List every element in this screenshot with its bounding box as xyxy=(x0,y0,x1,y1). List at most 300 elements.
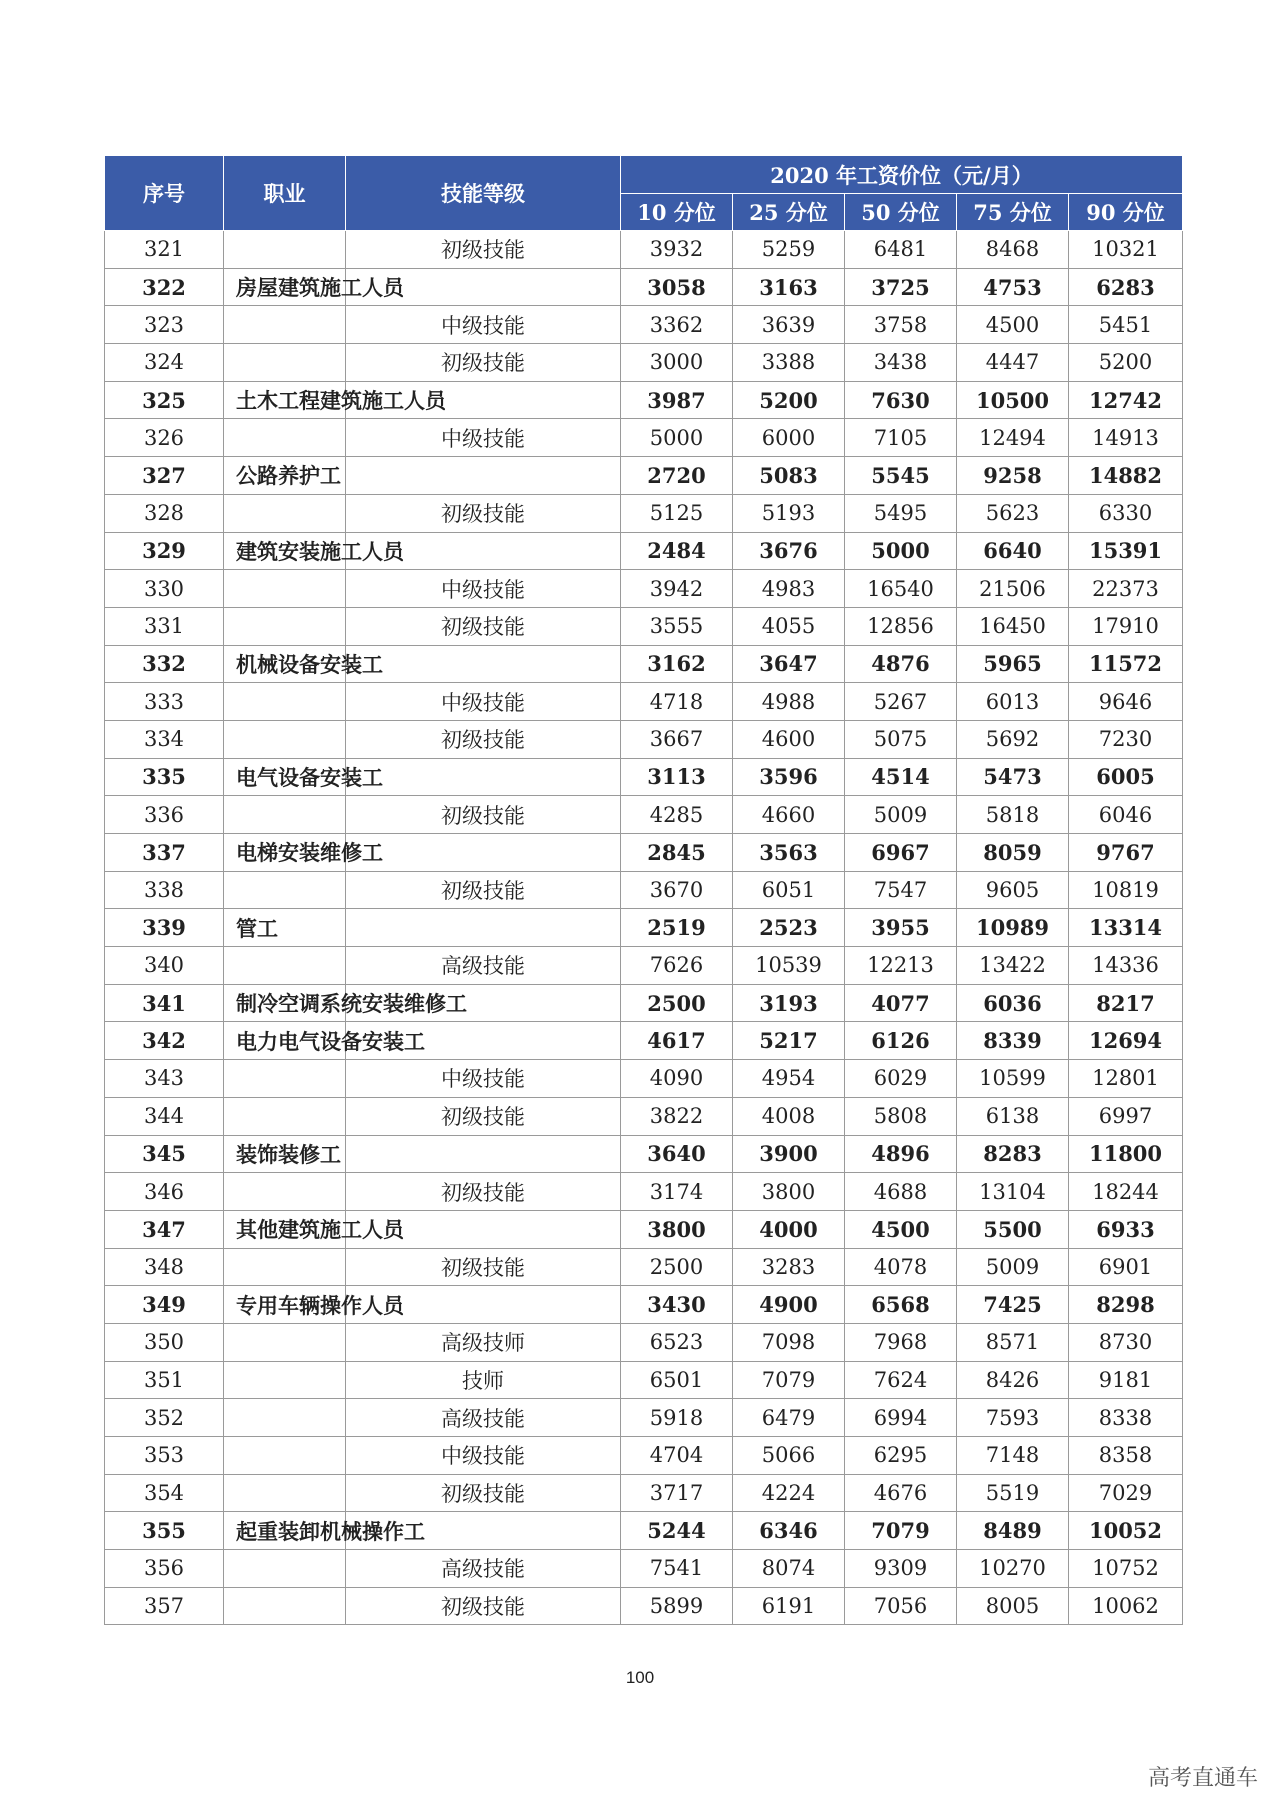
p90-cell: 11800 xyxy=(1069,1135,1183,1173)
p25-cell: 4954 xyxy=(733,1060,845,1098)
table-row xyxy=(105,1022,1183,1060)
table-row xyxy=(105,645,1183,683)
p50-cell: 7968 xyxy=(845,1323,957,1361)
skill-level-cell xyxy=(346,758,621,796)
p90-cell: 6046 xyxy=(1069,796,1183,834)
p75-cell: 8283 xyxy=(957,1135,1069,1173)
seq-cell: 346 xyxy=(105,1173,224,1211)
seq-cell: 338 xyxy=(105,871,224,909)
occupation-cell: 起重装卸机械操作工 xyxy=(224,1512,346,1550)
p10-cell: 6501 xyxy=(621,1361,733,1399)
p25-cell: 6346 xyxy=(733,1512,845,1550)
p10-cell: 2500 xyxy=(621,1248,733,1286)
occupation-cell: 公路养护工 xyxy=(224,457,346,495)
p90-cell: 10052 xyxy=(1069,1512,1183,1550)
p25-cell: 3563 xyxy=(733,834,845,872)
p50-cell: 4500 xyxy=(845,1210,957,1248)
p50-cell: 5000 xyxy=(845,532,957,570)
p25-cell: 4988 xyxy=(733,683,845,721)
p75-cell: 21506 xyxy=(957,570,1069,608)
p90-cell: 11572 xyxy=(1069,645,1183,683)
occupation-cell: 机械设备安装工 xyxy=(224,645,346,683)
p25-cell: 3283 xyxy=(733,1248,845,1286)
p10-cell: 3932 xyxy=(621,231,733,269)
p10-cell: 3162 xyxy=(621,645,733,683)
p10-cell: 3987 xyxy=(621,381,733,419)
seq-cell: 336 xyxy=(105,796,224,834)
skill-level-cell: 初级技能 xyxy=(346,1587,621,1625)
skill-level-cell: 初级技能 xyxy=(346,1474,621,1512)
p50-cell: 5075 xyxy=(845,720,957,758)
p75-cell: 8571 xyxy=(957,1323,1069,1361)
occupation-cell: 房屋建筑施工人员 xyxy=(224,268,346,306)
p25-cell: 3800 xyxy=(733,1173,845,1211)
p25-cell: 7079 xyxy=(733,1361,845,1399)
p75-cell: 5500 xyxy=(957,1210,1069,1248)
p75-cell: 8005 xyxy=(957,1587,1069,1625)
header-p50: 50 分位 xyxy=(845,194,957,231)
p50-cell: 3725 xyxy=(845,268,957,306)
p75-cell: 7425 xyxy=(957,1286,1069,1324)
seq-cell: 349 xyxy=(105,1286,224,1324)
p50-cell: 3955 xyxy=(845,909,957,947)
p25-cell: 8074 xyxy=(733,1550,845,1588)
p90-cell: 8338 xyxy=(1069,1399,1183,1437)
p50-cell: 6967 xyxy=(845,834,957,872)
occupation-cell: 土木工程建筑施工人员 xyxy=(224,381,346,419)
skill-level-cell xyxy=(346,457,621,495)
p90-cell: 22373 xyxy=(1069,570,1183,608)
p90-cell: 12742 xyxy=(1069,381,1183,419)
p90-cell: 6005 xyxy=(1069,758,1183,796)
p10-cell: 3555 xyxy=(621,607,733,645)
seq-cell: 345 xyxy=(105,1135,224,1173)
p75-cell: 9605 xyxy=(957,871,1069,909)
occupation-cell xyxy=(224,607,346,645)
p10-cell: 3362 xyxy=(621,306,733,344)
p10-cell: 4704 xyxy=(621,1437,733,1475)
seq-cell: 342 xyxy=(105,1022,224,1060)
p50-cell: 5808 xyxy=(845,1097,957,1135)
p50-cell: 7630 xyxy=(845,381,957,419)
p90-cell: 9181 xyxy=(1069,1361,1183,1399)
header-wage-group: 2020 年工资价位（元/月） xyxy=(621,156,1183,194)
header-skill-level: 技能等级 xyxy=(346,156,621,231)
p50-cell: 7105 xyxy=(845,419,957,457)
p10-cell: 5918 xyxy=(621,1399,733,1437)
p10-cell: 3640 xyxy=(621,1135,733,1173)
seq-cell: 339 xyxy=(105,909,224,947)
p90-cell: 5200 xyxy=(1069,344,1183,382)
seq-cell: 331 xyxy=(105,607,224,645)
table-body xyxy=(105,231,1183,1625)
p25-cell: 4000 xyxy=(733,1210,845,1248)
seq-cell: 333 xyxy=(105,683,224,721)
p50-cell: 6994 xyxy=(845,1399,957,1437)
p50-cell: 9309 xyxy=(845,1550,957,1588)
p10-cell: 3058 xyxy=(621,268,733,306)
p25-cell: 5193 xyxy=(733,494,845,532)
p90-cell: 6283 xyxy=(1069,268,1183,306)
p10-cell: 2519 xyxy=(621,909,733,947)
skill-level-cell: 高级技能 xyxy=(346,1399,621,1437)
skill-level-cell: 初级技能 xyxy=(346,344,621,382)
occupation-cell xyxy=(224,231,346,269)
p75-cell: 4500 xyxy=(957,306,1069,344)
p75-cell: 16450 xyxy=(957,607,1069,645)
seq-cell: 327 xyxy=(105,457,224,495)
occupation-cell: 专用车辆操作人员 xyxy=(224,1286,346,1324)
p10-cell: 6523 xyxy=(621,1323,733,1361)
p25-cell: 5066 xyxy=(733,1437,845,1475)
p25-cell: 4600 xyxy=(733,720,845,758)
occupation-cell xyxy=(224,796,346,834)
occupation-cell: 电气设备安装工 xyxy=(224,758,346,796)
occupation-cell xyxy=(224,1060,346,1098)
p25-cell: 3639 xyxy=(733,306,845,344)
seq-cell: 322 xyxy=(105,268,224,306)
p50-cell: 7624 xyxy=(845,1361,957,1399)
table-row xyxy=(105,947,1183,985)
table-row xyxy=(105,494,1183,532)
seq-cell: 356 xyxy=(105,1550,224,1588)
p25-cell: 3647 xyxy=(733,645,845,683)
p90-cell: 14336 xyxy=(1069,947,1183,985)
seq-cell: 324 xyxy=(105,344,224,382)
p10-cell: 4718 xyxy=(621,683,733,721)
seq-cell: 329 xyxy=(105,532,224,570)
p90-cell: 13314 xyxy=(1069,909,1183,947)
p50-cell: 7547 xyxy=(845,871,957,909)
skill-level-cell: 中级技能 xyxy=(346,570,621,608)
occupation-cell xyxy=(224,871,346,909)
p25-cell: 4055 xyxy=(733,607,845,645)
p75-cell: 5623 xyxy=(957,494,1069,532)
skill-level-cell: 高级技能 xyxy=(346,947,621,985)
p90-cell: 8298 xyxy=(1069,1286,1183,1324)
p10-cell: 3000 xyxy=(621,344,733,382)
p10-cell: 3800 xyxy=(621,1210,733,1248)
occupation-cell: 电梯安装维修工 xyxy=(224,834,346,872)
occupation-cell xyxy=(224,570,346,608)
p75-cell: 6640 xyxy=(957,532,1069,570)
table-row xyxy=(105,381,1183,419)
p75-cell: 8339 xyxy=(957,1022,1069,1060)
table-row xyxy=(105,1437,1183,1475)
p90-cell: 9767 xyxy=(1069,834,1183,872)
table-row xyxy=(105,1286,1183,1324)
p90-cell: 6997 xyxy=(1069,1097,1183,1135)
p90-cell: 9646 xyxy=(1069,683,1183,721)
p75-cell: 13422 xyxy=(957,947,1069,985)
table-row xyxy=(105,1474,1183,1512)
p50-cell: 4676 xyxy=(845,1474,957,1512)
p50-cell: 6295 xyxy=(845,1437,957,1475)
occupation-cell: 其他建筑施工人员 xyxy=(224,1210,346,1248)
skill-level-cell: 初级技能 xyxy=(346,1248,621,1286)
p50-cell: 4688 xyxy=(845,1173,957,1211)
skill-level-cell: 初级技能 xyxy=(346,796,621,834)
occupation-cell: 装饰装修工 xyxy=(224,1135,346,1173)
p90-cell: 8730 xyxy=(1069,1323,1183,1361)
p25-cell: 10539 xyxy=(733,947,845,985)
p50-cell: 4078 xyxy=(845,1248,957,1286)
p25-cell: 4008 xyxy=(733,1097,845,1135)
seq-cell: 326 xyxy=(105,419,224,457)
table-row xyxy=(105,1173,1183,1211)
p50-cell: 5267 xyxy=(845,683,957,721)
p90-cell: 15391 xyxy=(1069,532,1183,570)
table-row xyxy=(105,457,1183,495)
table-row xyxy=(105,984,1183,1022)
skill-level-cell xyxy=(346,834,621,872)
table-row xyxy=(105,758,1183,796)
p25-cell: 5259 xyxy=(733,231,845,269)
p90-cell: 6933 xyxy=(1069,1210,1183,1248)
p50-cell: 5495 xyxy=(845,494,957,532)
watermark: 高考直通车 xyxy=(1147,1766,1258,1791)
p50-cell: 12856 xyxy=(845,607,957,645)
skill-level-cell: 中级技能 xyxy=(346,1060,621,1098)
p10-cell: 5244 xyxy=(621,1512,733,1550)
p75-cell: 4753 xyxy=(957,268,1069,306)
p90-cell: 10819 xyxy=(1069,871,1183,909)
table-row xyxy=(105,1399,1183,1437)
p10-cell: 3667 xyxy=(621,720,733,758)
skill-level-cell: 中级技能 xyxy=(346,683,621,721)
p75-cell: 6138 xyxy=(957,1097,1069,1135)
occupation-cell xyxy=(224,720,346,758)
occupation-cell xyxy=(224,1474,346,1512)
p25-cell: 4224 xyxy=(733,1474,845,1512)
p90-cell: 8217 xyxy=(1069,984,1183,1022)
p50-cell: 6126 xyxy=(845,1022,957,1060)
p50-cell: 6029 xyxy=(845,1060,957,1098)
header-p90: 90 分位 xyxy=(1069,194,1183,231)
p10-cell: 4285 xyxy=(621,796,733,834)
p90-cell: 6901 xyxy=(1069,1248,1183,1286)
table-row xyxy=(105,796,1183,834)
p10-cell: 5899 xyxy=(621,1587,733,1625)
occupation-cell xyxy=(224,494,346,532)
skill-level-cell xyxy=(346,645,621,683)
seq-cell: 334 xyxy=(105,720,224,758)
p10-cell: 7626 xyxy=(621,947,733,985)
p75-cell: 5519 xyxy=(957,1474,1069,1512)
table-row xyxy=(105,1135,1183,1173)
occupation-cell xyxy=(224,1097,346,1135)
p25-cell: 5083 xyxy=(733,457,845,495)
p75-cell: 6036 xyxy=(957,984,1069,1022)
table-header xyxy=(105,156,1183,231)
seq-cell: 335 xyxy=(105,758,224,796)
p25-cell: 6000 xyxy=(733,419,845,457)
seq-cell: 353 xyxy=(105,1437,224,1475)
occupation-cell xyxy=(224,1173,346,1211)
seq-cell: 352 xyxy=(105,1399,224,1437)
p25-cell: 3193 xyxy=(733,984,845,1022)
seq-cell: 354 xyxy=(105,1474,224,1512)
skill-level-cell: 高级技能 xyxy=(346,1550,621,1588)
p75-cell: 8426 xyxy=(957,1361,1069,1399)
skill-level-cell: 初级技能 xyxy=(346,231,621,269)
p10-cell: 3942 xyxy=(621,570,733,608)
p75-cell: 7148 xyxy=(957,1437,1069,1475)
occupation-cell xyxy=(224,419,346,457)
p10-cell: 7541 xyxy=(621,1550,733,1588)
skill-level-cell: 中级技能 xyxy=(346,419,621,457)
table-row xyxy=(105,909,1183,947)
header-occupation: 职业 xyxy=(224,156,346,231)
occupation-cell: 制冷空调系统安装维修工 xyxy=(224,984,346,1022)
p90-cell: 7230 xyxy=(1069,720,1183,758)
occupation-cell xyxy=(224,1587,346,1625)
table-row xyxy=(105,419,1183,457)
p10-cell: 2720 xyxy=(621,457,733,495)
skill-level-cell xyxy=(346,909,621,947)
p50-cell: 16540 xyxy=(845,570,957,608)
p75-cell: 10989 xyxy=(957,909,1069,947)
occupation-cell: 电力电气设备安装工 xyxy=(224,1022,346,1060)
table-row xyxy=(105,1587,1183,1625)
p75-cell: 8489 xyxy=(957,1512,1069,1550)
p75-cell: 5692 xyxy=(957,720,1069,758)
p50-cell: 4514 xyxy=(845,758,957,796)
table-row xyxy=(105,834,1183,872)
p10-cell: 3717 xyxy=(621,1474,733,1512)
p25-cell: 4900 xyxy=(733,1286,845,1324)
seq-cell: 337 xyxy=(105,834,224,872)
table-row xyxy=(105,1210,1183,1248)
p75-cell: 10500 xyxy=(957,381,1069,419)
p10-cell: 5125 xyxy=(621,494,733,532)
occupation-cell xyxy=(224,1323,346,1361)
p75-cell: 8059 xyxy=(957,834,1069,872)
occupation-cell xyxy=(224,947,346,985)
p25-cell: 5217 xyxy=(733,1022,845,1060)
p75-cell: 5965 xyxy=(957,645,1069,683)
header-seq: 序号 xyxy=(105,156,224,231)
p75-cell: 7593 xyxy=(957,1399,1069,1437)
p50-cell: 6568 xyxy=(845,1286,957,1324)
table-row xyxy=(105,1512,1183,1550)
p25-cell: 3163 xyxy=(733,268,845,306)
p10-cell: 2484 xyxy=(621,532,733,570)
p25-cell: 3900 xyxy=(733,1135,845,1173)
p50-cell: 12213 xyxy=(845,947,957,985)
seq-cell: 328 xyxy=(105,494,224,532)
seq-cell: 348 xyxy=(105,1248,224,1286)
skill-level-cell: 初级技能 xyxy=(346,1097,621,1135)
p50-cell: 5009 xyxy=(845,796,957,834)
header-p25: 25 分位 xyxy=(733,194,845,231)
p50-cell: 7056 xyxy=(845,1587,957,1625)
p90-cell: 8358 xyxy=(1069,1437,1183,1475)
p25-cell: 5200 xyxy=(733,381,845,419)
occupation-cell xyxy=(224,1399,346,1437)
p75-cell: 13104 xyxy=(957,1173,1069,1211)
table-row xyxy=(105,306,1183,344)
skill-level-cell: 中级技能 xyxy=(346,306,621,344)
p10-cell: 3430 xyxy=(621,1286,733,1324)
p90-cell: 14882 xyxy=(1069,457,1183,495)
occupation-cell xyxy=(224,1437,346,1475)
skill-level-cell: 高级技师 xyxy=(346,1323,621,1361)
p90-cell: 10321 xyxy=(1069,231,1183,269)
p25-cell: 6051 xyxy=(733,871,845,909)
p25-cell: 7098 xyxy=(733,1323,845,1361)
seq-cell: 344 xyxy=(105,1097,224,1135)
table-row xyxy=(105,570,1183,608)
table-row xyxy=(105,1060,1183,1098)
p75-cell: 9258 xyxy=(957,457,1069,495)
p25-cell: 4660 xyxy=(733,796,845,834)
skill-level-cell: 初级技能 xyxy=(346,1173,621,1211)
p75-cell: 5009 xyxy=(957,1248,1069,1286)
seq-cell: 347 xyxy=(105,1210,224,1248)
p10-cell: 3174 xyxy=(621,1173,733,1211)
skill-level-cell: 初级技能 xyxy=(346,607,621,645)
seq-cell: 323 xyxy=(105,306,224,344)
seq-cell: 355 xyxy=(105,1512,224,1550)
p50-cell: 4876 xyxy=(845,645,957,683)
seq-cell: 341 xyxy=(105,984,224,1022)
p90-cell: 5451 xyxy=(1069,306,1183,344)
table-row xyxy=(105,871,1183,909)
p50-cell: 3438 xyxy=(845,344,957,382)
p50-cell: 6481 xyxy=(845,231,957,269)
seq-cell: 340 xyxy=(105,947,224,985)
p75-cell: 5473 xyxy=(957,758,1069,796)
p90-cell: 17910 xyxy=(1069,607,1183,645)
seq-cell: 321 xyxy=(105,231,224,269)
p75-cell: 10270 xyxy=(957,1550,1069,1588)
table-row xyxy=(105,268,1183,306)
p75-cell: 8468 xyxy=(957,231,1069,269)
p10-cell: 2500 xyxy=(621,984,733,1022)
table-row xyxy=(105,1323,1183,1361)
table-row xyxy=(105,1248,1183,1286)
occupation-cell: 管工 xyxy=(224,909,346,947)
p25-cell: 3676 xyxy=(733,532,845,570)
p90-cell: 10062 xyxy=(1069,1587,1183,1625)
skill-level-cell xyxy=(346,1135,621,1173)
page-number: 100 xyxy=(625,1668,655,1687)
p75-cell: 5818 xyxy=(957,796,1069,834)
skill-level-cell: 初级技能 xyxy=(346,720,621,758)
occupation-cell xyxy=(224,1361,346,1399)
p25-cell: 2523 xyxy=(733,909,845,947)
p10-cell: 4617 xyxy=(621,1022,733,1060)
p10-cell: 3670 xyxy=(621,871,733,909)
table-row xyxy=(105,231,1183,269)
p25-cell: 6479 xyxy=(733,1399,845,1437)
seq-cell: 332 xyxy=(105,645,224,683)
table-row xyxy=(105,683,1183,721)
p25-cell: 3596 xyxy=(733,758,845,796)
table-row xyxy=(105,532,1183,570)
occupation-cell: 建筑安装施工人员 xyxy=(224,532,346,570)
p10-cell: 2845 xyxy=(621,834,733,872)
p90-cell: 12801 xyxy=(1069,1060,1183,1098)
table-row xyxy=(105,1097,1183,1135)
seq-cell: 350 xyxy=(105,1323,224,1361)
p50-cell: 4077 xyxy=(845,984,957,1022)
seq-cell: 330 xyxy=(105,570,224,608)
p75-cell: 10599 xyxy=(957,1060,1069,1098)
occupation-cell xyxy=(224,306,346,344)
table-row xyxy=(105,1550,1183,1588)
